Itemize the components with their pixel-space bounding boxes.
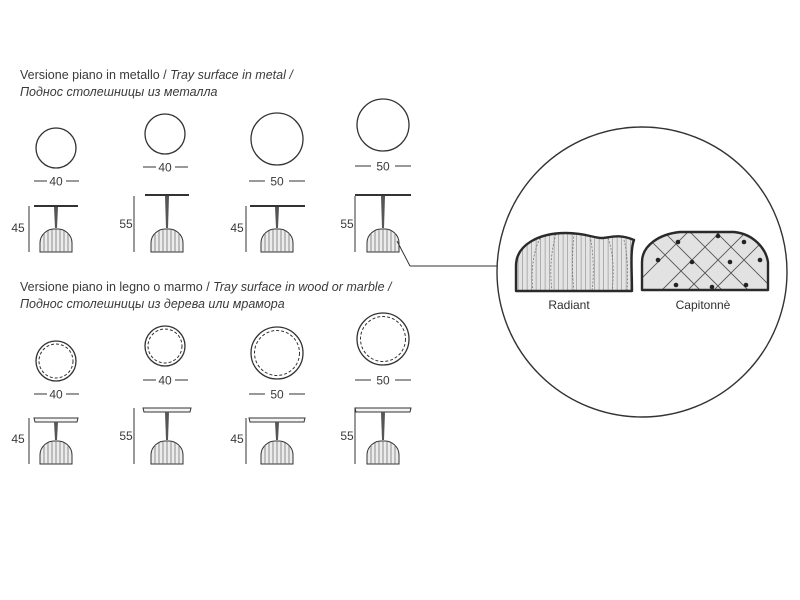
wood-height-1: 45 — [11, 432, 25, 446]
metal-dim-1: 40 — [49, 174, 63, 189]
wood-side-view-1 — [11, 418, 78, 464]
metal-dim-2: 40 — [158, 160, 172, 175]
section-wood-title-it: Versione piano in legno o marmo / — [20, 280, 214, 294]
capitonne-label: Capitonnè — [675, 298, 731, 312]
section-metal-title-en: Tray surface in metal / — [170, 68, 293, 82]
callout-leader-diag — [397, 241, 410, 266]
radiant-label: Radiant — [548, 298, 590, 312]
wood-top-view-2 — [143, 326, 188, 388]
section-metal-title-ru: Поднос столешницы из металла — [20, 85, 218, 99]
metal-side-view-2 — [119, 195, 189, 252]
metal-height-3: 45 — [230, 221, 244, 235]
wood-dim-1: 40 — [49, 387, 63, 402]
wood-height-4: 55 — [340, 429, 354, 443]
wood-top-view-3 — [249, 327, 305, 402]
metal-height-2: 55 — [119, 217, 133, 231]
wood-top-view-4 — [355, 313, 411, 388]
metal-height-4: 55 — [340, 217, 354, 231]
wood-height-2: 55 — [119, 429, 133, 443]
section-wood — [11, 280, 411, 464]
metal-top-view-2 — [143, 114, 188, 175]
metal-side-view-3 — [230, 206, 305, 252]
wood-side-view-3 — [230, 418, 305, 464]
wood-height-3: 45 — [230, 432, 244, 446]
wood-dim-2: 40 — [158, 373, 172, 388]
metal-top-view-4 — [355, 99, 411, 174]
section-metal-title-it: Versione piano in metallo / — [20, 68, 171, 82]
section-wood-title-en: Tray surface in wood or marble / — [213, 280, 392, 294]
metal-dim-3: 50 — [270, 174, 284, 189]
section-wood-heading — [20, 280, 393, 294]
wood-dim-4: 50 — [376, 373, 390, 388]
section-metal — [11, 68, 411, 252]
detail-circle — [497, 127, 787, 417]
metal-height-1: 45 — [11, 221, 25, 235]
metal-top-view-3 — [249, 113, 305, 189]
wood-side-view-2 — [119, 408, 191, 464]
metal-top-view-1 — [34, 128, 79, 189]
metal-side-view-4 — [340, 195, 411, 252]
wood-dim-3: 50 — [270, 387, 284, 402]
wood-top-view-1 — [34, 341, 79, 402]
metal-side-view-1 — [11, 206, 78, 252]
wood-side-view-4 — [340, 408, 411, 464]
metal-dim-4: 50 — [376, 159, 390, 174]
section-metal-heading — [20, 68, 294, 82]
section-wood-title-ru: Поднос столешницы из дерева или мрамора — [20, 297, 285, 311]
capitonne-base-illustration — [638, 228, 773, 294]
